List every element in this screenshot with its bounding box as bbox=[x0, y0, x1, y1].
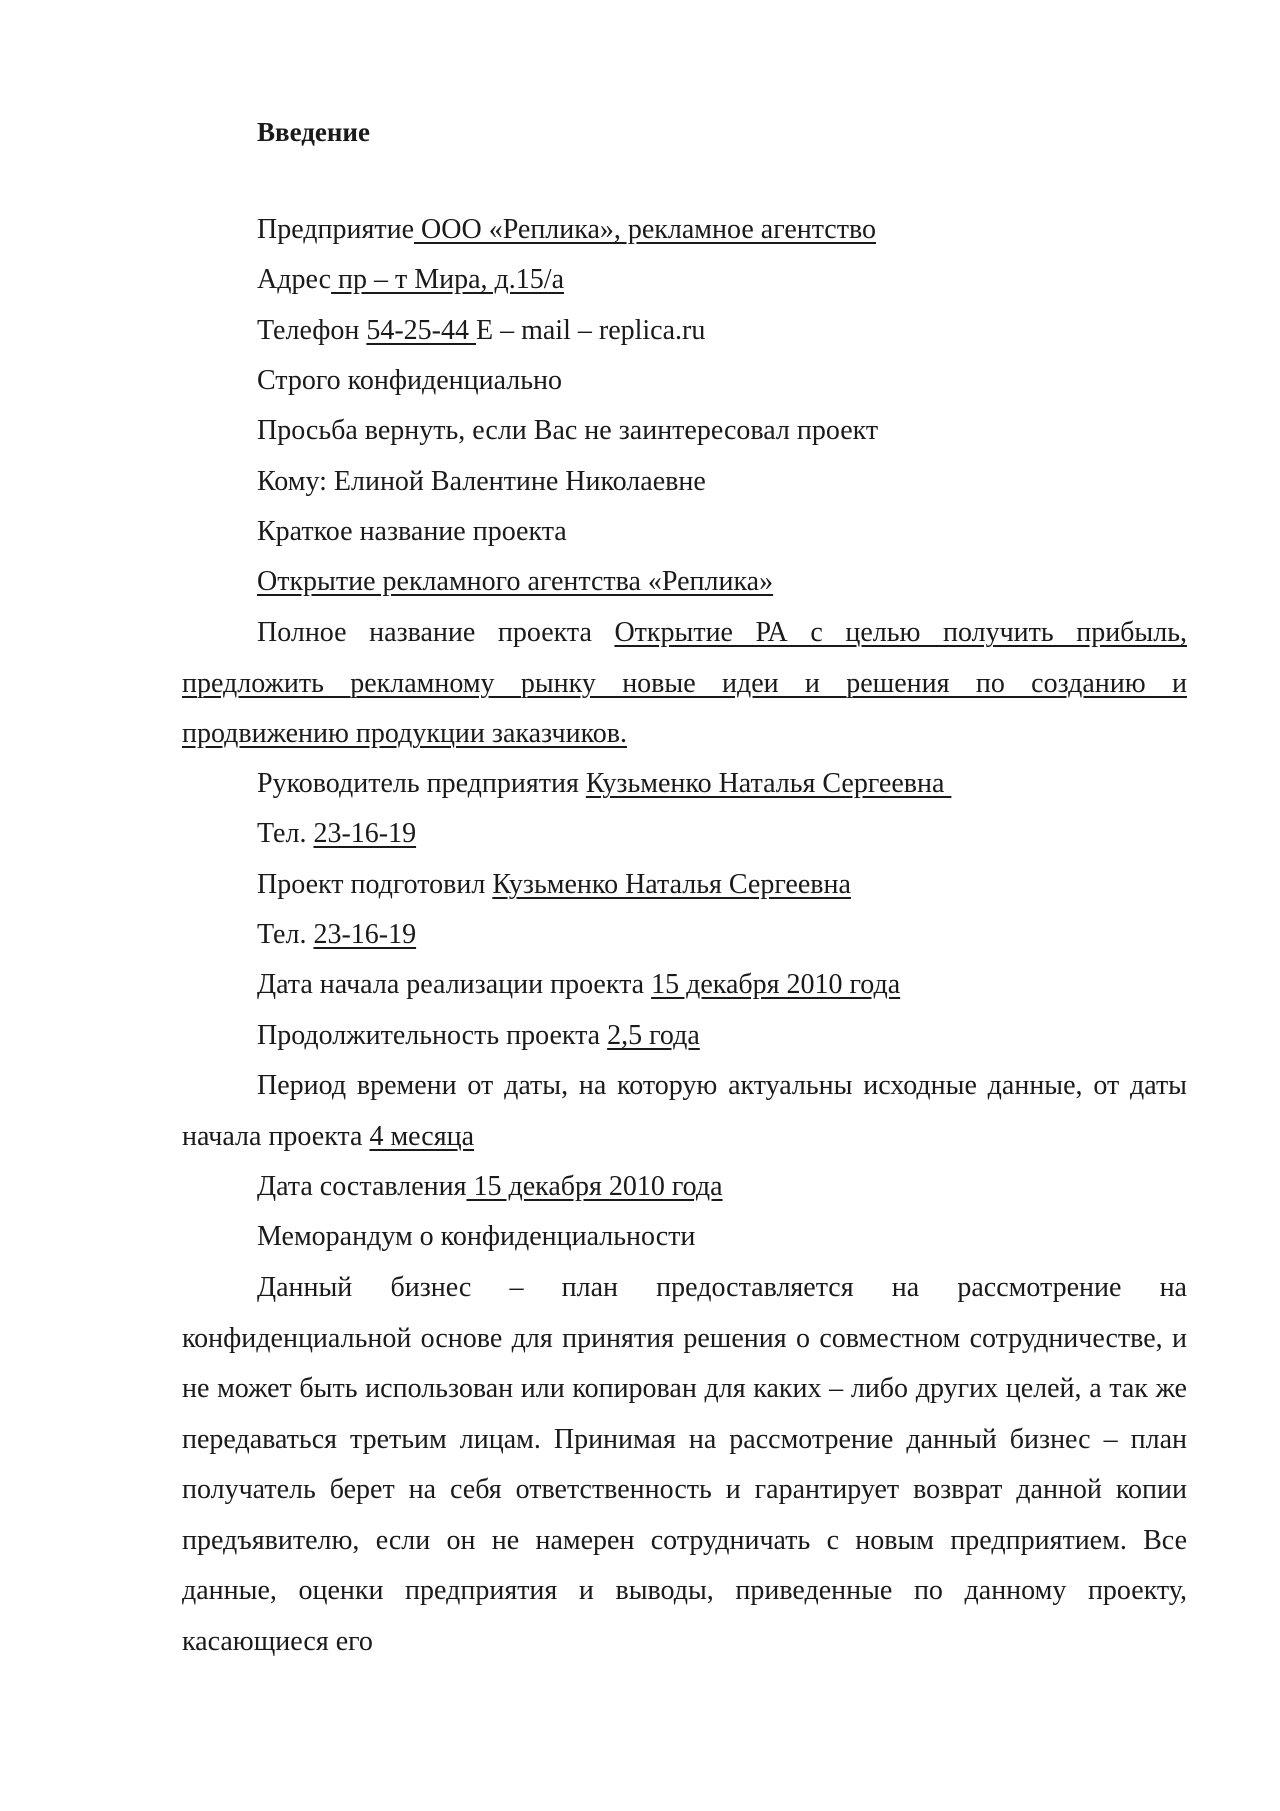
start-date-line bbox=[257, 968, 900, 1002]
confidential-line: Строго конфиденциально bbox=[257, 365, 562, 396]
duration-value: 2,5 года bbox=[607, 1020, 700, 1051]
phone-label: Телефон bbox=[257, 315, 367, 346]
head-value: Кузьменко Наталья Сергеевна bbox=[585, 768, 952, 799]
address-label: Адрес bbox=[257, 264, 332, 295]
period-text: Период времени от даты, на которую актуальны исходные данные, от даты начала проекта bbox=[182, 1070, 1187, 1152]
short-name-line bbox=[257, 565, 773, 599]
start-date-label: Дата начала реализации проекта bbox=[257, 969, 652, 1000]
short-name-value: Открытие рекламного агентства «Реплика» bbox=[257, 566, 774, 597]
compiled-label: Дата составления bbox=[257, 1171, 467, 1202]
full-name-value: Открытие РА с целью получить прибыль, предложить рекламному рынку новые идеи и решения по созданию и bbox=[182, 617, 1187, 699]
tel-value-1: 23-16-19 bbox=[313, 818, 417, 849]
memo-text: Данный бизнес – план предоставляется на рассмотрение на конфиденциальной основе для принятия решения о совместном сотрудничестве, и не может быть использован или копирован для каких – либо других целей, а так же передаваться третьим лицам. Принимая на рассмотрение данный бизнес – план получатель берет на себя ответственность и гарантирует возврат данной копии предъявителю, если он не намерен сотрудничать с новым предприятием. Все данные, оценки предприятия и выводы, приведенные по данному проекту, касающиеся его bbox=[182, 1272, 1187, 1657]
enterprise-line bbox=[257, 213, 876, 247]
recipient-line: Кому: Елиной Валентине Николаевне bbox=[257, 466, 706, 497]
tel-label-1: Тел. bbox=[257, 818, 314, 849]
period-paragraph bbox=[182, 1061, 1187, 1162]
duration-line bbox=[257, 1019, 700, 1053]
phone-line bbox=[257, 314, 705, 348]
memo-paragraph bbox=[182, 1263, 1187, 1667]
page-title: Введение bbox=[257, 117, 370, 147]
head-line bbox=[257, 767, 951, 801]
return-request-line: Просьба вернуть, если Вас не заинтересовал проект bbox=[257, 415, 879, 446]
address-value: пр – т Мира, д.15/а bbox=[331, 264, 565, 295]
compiled-value: 15 декабря 2010 года bbox=[466, 1171, 723, 1202]
full-name-block-end bbox=[182, 709, 1187, 760]
full-name-value-end: продвижению продукции заказчиков. bbox=[182, 718, 627, 749]
tel-value-2: 23-16-19 bbox=[313, 919, 417, 950]
compiled-line bbox=[257, 1170, 723, 1204]
tel-label-2: Тел. bbox=[257, 919, 314, 950]
full-name-paragraph bbox=[182, 608, 1187, 760]
short-name-label: Краткое название проекта bbox=[257, 516, 567, 547]
tel-line-1 bbox=[257, 817, 416, 851]
prepared-label: Проект подготовил bbox=[257, 869, 493, 900]
period-value: 4 месяца bbox=[369, 1120, 475, 1152]
address-line bbox=[257, 263, 564, 297]
email-text: E – mail – replica.ru bbox=[476, 315, 706, 346]
prepared-value: Кузьменко Наталья Сергеевна bbox=[492, 869, 851, 900]
memo-title: Меморандум о конфиденциальности bbox=[257, 1221, 696, 1252]
enterprise-label: Предприятие bbox=[257, 214, 415, 245]
head-label: Руководитель предприятия bbox=[257, 768, 586, 799]
tel-line-2 bbox=[257, 918, 416, 952]
prepared-line bbox=[257, 868, 851, 902]
enterprise-value: ООО «Реплика», рекламное агентство bbox=[414, 214, 877, 245]
full-name-block bbox=[182, 608, 1187, 709]
start-date-value: 15 декабря 2010 года bbox=[651, 969, 901, 1000]
full-name-label: Полное название проекта bbox=[257, 617, 592, 648]
duration-label: Продолжительность проекта bbox=[257, 1020, 608, 1051]
phone-value: 54-25-44 bbox=[366, 315, 476, 346]
